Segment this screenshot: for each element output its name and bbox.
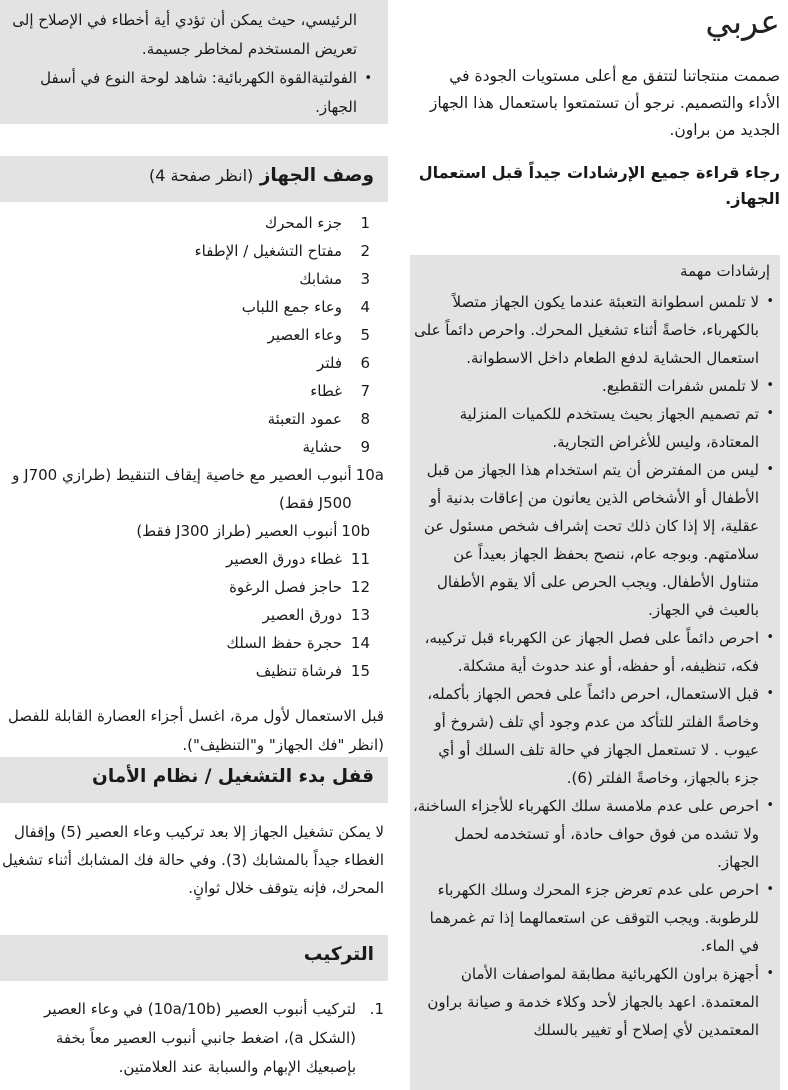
list-item: 1. لتركيب أنبوب العصير (10a/10b) في وعاء العصير (الشكل a)، اضغط جانبي أنبوب العصير معاً بخفة بإصبعيك الإبهام والسبابة عند العلامتين. [44, 1000, 384, 1076]
assembly-heading-bar [0, 935, 388, 981]
list-item: 11 غطاء دورق العصير [226, 550, 370, 568]
list-item: 15 فرشاة تنظيف [255, 662, 370, 680]
description-heading-bar [0, 156, 388, 202]
list-item: • تم تصميم الجهاز بحيث يستخدم للكميات المنزلية المعتادة، وليس للأغراض التجارية. [412, 400, 774, 456]
list-item: • احرص على عدم ملامسة سلك الكهرباء للأجزاء الساخنة، ولا تشده من فوق حواف حادة، أو تستخدمه لحمل الجهاز. [412, 792, 774, 876]
list-item: 5 وعاء العصير [267, 326, 370, 344]
list-item: الرئيسي، حيث يمكن أن تؤدي أية أخطاء في الإصلاح إلى تعريض المستخدم لمخاطر جسيمة. [12, 11, 357, 58]
assembly-steps [4, 995, 384, 1082]
lock-heading-bar [0, 757, 388, 803]
lock-paragraph: لا يمكن تشغيل الجهاز إلا بعد تركيب وعاء العصير (5) وإقفال الغطاء جيداً بالمشابك (3). وفي حالة فك المشابك أثناء تشغيل المحرك، فإنه يتوقف خلال ثوانٍ. [2, 823, 384, 897]
before-first-use-paragraph: قبل الاستعمال لأول مرة، اغسل أجزاء العصارة القابلة للفصل (انظر "فك الجهاز" و"التنظيف"). [7, 707, 384, 754]
list-item: 9 حشاية [302, 438, 370, 456]
list-item: 8 عمود التعبئة [267, 410, 370, 428]
list-item: • قبل الاستعمال، احرص دائماً على فحص الجهاز بأكمله، وخاصةً الفلتر للتأكد من عدم وجود أي تلف (شروخ أو عيوب . لا تستعمل الجهاز في حالة تلف السلك أو أي جزء بالجهاز، وخاصةً الفلتر (6). [412, 680, 774, 792]
list-item: • ليس من المفترض أن يتم استخدام هذا الجهاز من قبل الأطفال أو الأشخاص الذين يعانون من إعاقات بدنية أو عقلية، إلا إذا كان ذلك تحت إشراف شخص مسئول عن سلامتهم. وبوجه عام، ننصح بحفظ الجهاز بعيداً عن متناول الأطفال. ويجب الحرص على ألا يقوم الأطفال بالعبث في الجهاز. [412, 456, 774, 624]
list-item: 1 جزء المحرك [264, 214, 370, 232]
important-instructions-list [412, 288, 774, 1044]
list-item: • لا تلمس شفرات التقطيع. [412, 372, 774, 400]
list-item: • أجهزة براون الكهربائية مطابقة لمواصفات الأمان المعتمدة. اعهد بالجهاز لأحد وكلاء خدمة و صيانة براون المعتمدين لأي إصلاح أو تغيير بالسلك [412, 960, 774, 1044]
parts-list [0, 209, 384, 685]
assembly-heading: التركيب [303, 944, 374, 965]
description-page-note: (انظر صفحة 4) [148, 166, 254, 185]
list-item: 3 مشابك [299, 270, 370, 288]
list-item: 12 حاجز فصل الرغوة [229, 578, 370, 596]
continued-instructions-list [12, 6, 372, 122]
list-item: 10a أنبوب العصير مع خاصية إيقاف التنقيط (طرازي J700 و J500 فقط) [12, 466, 384, 512]
intro-paragraph: صممت منتجاتنا لتتفق مع أعلى مستويات الجودة في الأداء والتصميم. نرجو أن تستمتعوا باستعمال هذا الجهاز الجديد من براون. [429, 67, 780, 139]
list-item: 4 وعاء جمع اللباب [241, 298, 370, 316]
list-item: 6 فلتر [317, 354, 370, 372]
list-item: • لا تلمس اسطوانة التعبئة عندما يكون الجهاز متصلاً بالكهرباء، خاصةً أثناء تشغيل المحرك. واحرص دائماً على استعمال الحشاية لدفع الطعام داخل الاسطوانة. [412, 288, 774, 372]
read-instructions-heading: رجاء قراءة جميع الإرشادات جيداً قبل استعمال الجهاز. [418, 163, 780, 208]
list-item: • احرص دائماً على فصل الجهاز عن الكهرباء قبل تركيبه، فكه، تنظيفه، أو حفظه، أو عند حدوث أية مشكلة. [412, 624, 774, 680]
list-item: 2 مفتاح التشغيل / الإطفاء [194, 242, 370, 260]
language-title: عربي [705, 2, 780, 41]
list-item: • الفولتيةالقوة الكهربائية: شاهد لوحة النوع في أسفل الجهاز. [12, 64, 372, 122]
list-item: 10b أنبوب العصير (طراز J300 فقط) [136, 522, 370, 540]
description-heading: وصف الجهاز [259, 165, 374, 186]
list-item: • احرص على عدم تعرض جزء المحرك وسلك الكهرباء للرطوبة. ويجب التوقف عن استعمالهما إذا تم غمرهما في الماء. [412, 876, 774, 960]
lock-heading: قفل بدء التشغيل / نظام الأمان [92, 766, 374, 787]
list-item: 14 حجرة حفظ السلك [226, 634, 370, 652]
list-item: 13 دورق العصير [262, 606, 370, 624]
list-item: 7 غطاء [310, 382, 370, 400]
important-instructions-title: إرشادات مهمة [680, 262, 770, 280]
